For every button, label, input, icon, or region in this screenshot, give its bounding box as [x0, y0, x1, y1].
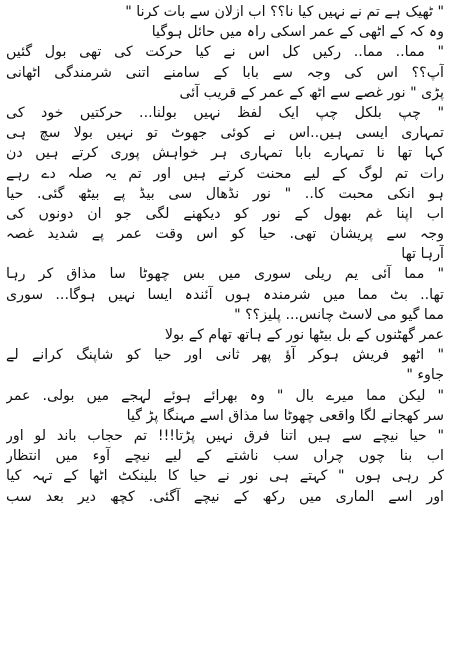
- text-line: تھا.. بٹ مما میں شرمندہ ہوں آئندہ ایسا نہیں ہوگا... سوری: [6, 286, 444, 303]
- text-line: " چپ بلکل چپ ایک لفظ نہیں بولنا... حرکتیں خود کی: [6, 104, 444, 121]
- text-line: مما گیو می لاسٹ چانس... پلیز؟؟ ": [234, 306, 444, 323]
- text-line: پڑی " نور غصے سے اٹھ کے عمر کے قریب آئی: [179, 84, 444, 101]
- text-line: آرہا تھا: [401, 246, 444, 263]
- text-line: عمر گھٹنوں کے بل بیٹھا نور کے ہاتھ تھام کے بولا: [164, 327, 444, 343]
- text-line: اب اپنا غم بھول کے نور کو دیکھنے لگی جو ان دونوں کی: [6, 205, 444, 222]
- text-line: سر کھجانے لگا واقعی چھوٹا سا مذاق اسے مہنگا پڑ گیا: [126, 407, 444, 424]
- text-line: اب بنا چوں چراں سب ناشتے کے لیے نیچے آوء میں انتظار: [6, 448, 444, 465]
- text-line: " اٹھو فریش ہوکر آؤ پھر ثانی اور حیا کو شاپنگ کرانے لے: [6, 347, 444, 364]
- text-line: جاوء ": [406, 367, 444, 384]
- text-line: تمہاری ایسی ہیں..اس نے کوئی جھوٹ تو نہیں بولا سچ ہی: [6, 125, 444, 142]
- text-line: " لیکن مما میرے بال " وہ بھرائے ہوئے لہجے میں بولی. عمر: [6, 387, 444, 404]
- text-line: " مما.. مما.. رکیں کل اس نے کیا حرکت کی تھی بول گئیں: [6, 44, 444, 61]
- text-line: آپ؟؟ اس کی وجہ سے بابا کے سامنے اتنی شرمندگی اٹھانی: [6, 64, 444, 81]
- text-line: اور اسے الماری میں رکھ کے نیچے آگئی. کچھ دیر بعد سب: [6, 488, 444, 505]
- text-line: رات تم لوگ کے لیے محنت کرتے ہیں اور تم یہ صلہ دے رہے: [6, 165, 444, 182]
- text-line: وجہ سے پریشان تھی. حیا کو اس وقت عمر پے شدید غصہ: [6, 226, 444, 243]
- text-line: " ٹھیک ہے تم نے نہیں کیا نا؟؟ اب ازلان سے بات کرنا ": [125, 4, 444, 20]
- text-line: ہو انکی محبت کا.. " نور نڈھال سی بیڈ پے بیٹھ گئی. حیا: [6, 185, 444, 202]
- text-line: " حیا نیچے سے ہیں اتنا فرق نہیں پڑتا!!! تم حجاب باند لو اور: [6, 427, 444, 444]
- text-line: وہ کہ کے اٹھی کے عمر اسکی راہ میں حائل ہوگیا: [151, 24, 444, 41]
- text-line: کر رہی ہوں " کہتے ہی نور نے حیا کا بلینکٹ اٹھا کے تہہ کیا: [6, 468, 444, 485]
- text-line: کہا تھا نا تمہارے بابا تمہاری ہر خواہش پوری کرتے ہیں دن: [6, 145, 444, 162]
- text-line: " مما آئی یم ریلی سوری میں بس چھوٹا سا مذاق کر رہا: [6, 266, 444, 283]
